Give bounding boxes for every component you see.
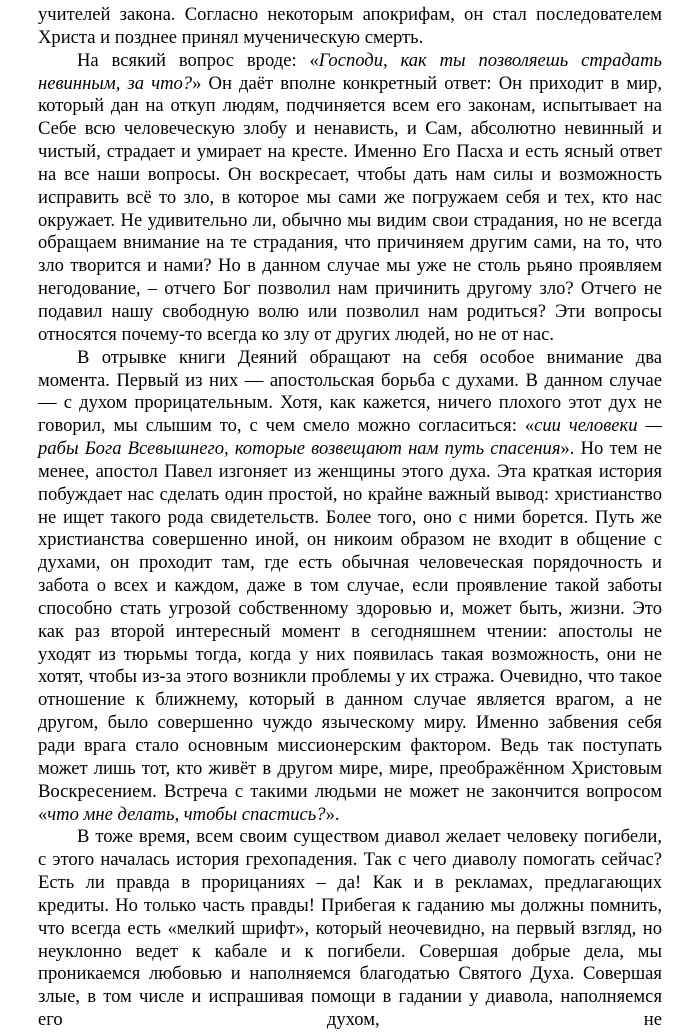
document-page (38, 4, 662, 1032)
text-run: » Он даёт вполне конкретный ответ: Он приходит в мир, который дан на откуп людям, подчиняется всем его законам, испытывает на Себе всю человеческую злобу и ненависть, и Сам, абсолютно невинный и чистый, страдает и умирает на кресте. Именно Его Пасха и есть ясный ответ на все наши вопросы. Он воскресает, чтобы дать нам силы и возможность исправить всё то зло, в которое мы сами же погружаем себя и тех, кто нас окружает. Не удивительно ли, обычно мы видим свои страдания, но не всегда обращаем внимание на те страдания, что причиняем другим сами, на то, что зло творится и нами? Но в данном случае мы уже не столь рьяно проявляем негодование, – отчего Бог позволил нам причинить другому зло? Отчего не подавил нашу свободную волю или позволил нам родиться? Эти вопросы относятся почему-то всегда ко злу от других людей, но не от нас. (38, 72, 663, 345)
text-run: ». Но тем не менее, апостол Павел изгоняет из женщины этого духа. Эта краткая история побуждает нас сделать один простой, но крайне важный вывод: христианство не ищет такого рода свидетельств. Более того, оно с ними борется. Путь же христианства совершенно иной, он никоим образом не входит в общение с духами, он проходит там, где есть обычная человеческая порядочность и забота о всех и каждом, даже в том случае, если проявление такой заботы способно стать угрозой собственному здоровью и, может быть, жизни. Это как раз второй интересный момент в сегодняшнем чтении: апостолы не уходят из тюрьмы тогда, когда у них появилась такая возможность, они не хотят, чтобы из-за этого возникли проблемы у их стража. Очевидно, что такое отношение к ближнему, который в данном случае является врагом, а не другом, было совершенно чуждо языческому миру. Именно забвения себя ради врага стало основным миссионерским фактором. Ведь так поступать может лишь тот, кто живёт в другом мире, мире, преображённом Христовым Воскресением. Встреча с такими людьми не может не закончится вопросом « (38, 438, 662, 825)
paragraph-3 (38, 347, 662, 827)
text-run: На всякий вопрос вроде: « (77, 49, 319, 71)
italic-quote: сии человеки — рабы Бога Всевышнего, которые возвещают нам путь спасения (38, 415, 662, 460)
text-run: В тоже время, всем своим существом диавол желает человеку погибели, с этого началась история грехопадения. Так с чего диаволу помогать сейчас? Есть ли правда в прорицаниях – да! Как и в рекламах, предлагающих кредиты. Но только часть правды! Прибегая к гаданию мы должны помнить, что всегда есть «мелкий шрифт», который неочевидно, на первый взгляд, но неуклонно ведет к кабале и к погибели. Совершая добрые дела, мы проникаемся любовью и наполняемся благодатью Святого Духа. Совершая злые, в том числе и испрашивая помощи в гадании у диавола, наполняемся его духом, не (38, 826, 662, 1031)
paragraph-4 (38, 826, 662, 1032)
paragraph-2 (38, 50, 662, 347)
paragraph-1 (38, 4, 662, 50)
italic-quote: Господи, как ты позволяешь страдать невинным, за что? (38, 49, 662, 94)
text-run: учителей закона. Согласно некоторым апокрифам, он стал последователем Христа и позднее принял мученическую смерть. (38, 4, 662, 48)
italic-quote: что мне делать, чтобы спастись? (47, 803, 326, 825)
text-run: ». (325, 803, 340, 825)
text-run: В отрывке книги Деяний обращают на себя особое внимание два момента. Первый из них — апостольская борьба с духами. В данном случае — с духом прорицательным. Хотя, как кажется, ничего плохого этот дух не говорил, мы слышим то, с чем смело можно согласиться: « (38, 346, 662, 437)
